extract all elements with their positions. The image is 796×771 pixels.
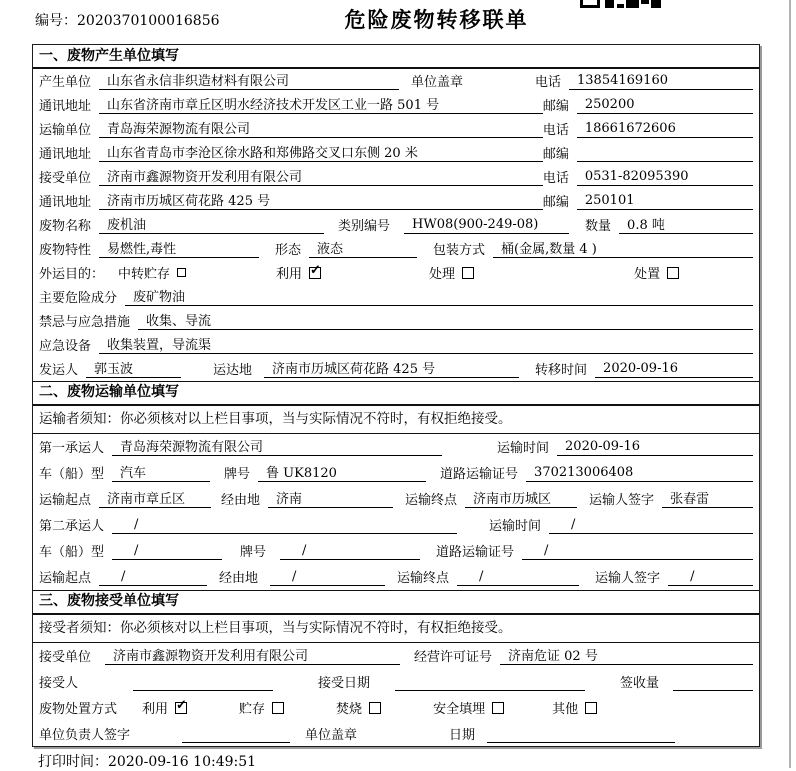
option-label: 中转贮存: [118, 267, 171, 282]
qr-block: [605, 0, 614, 8]
form-row-waste-name: [33, 213, 759, 237]
zip-label: 邮编: [542, 99, 569, 114]
phone-value: 18661672606: [577, 121, 753, 138]
carrier1-label: 第一承运人: [39, 441, 105, 456]
option-label: 处理: [429, 267, 456, 282]
form-row-purpose: [33, 261, 759, 285]
phone-label: 电话: [535, 75, 562, 90]
qr-block: [651, 0, 661, 8]
quantity-label: 数量: [585, 219, 612, 234]
print-time-label: 打印时间：: [38, 754, 108, 770]
option-label: 其他: [552, 702, 579, 717]
destination-label: 运达地: [213, 363, 253, 378]
taboo-label: 禁忌与应急措施: [39, 315, 131, 330]
waste-traits-value: 易燃性,毒性: [99, 238, 259, 258]
transfer-time-value: 2020-09-16: [595, 361, 753, 378]
transporter-sign-value: 张春雷: [662, 488, 753, 508]
form-row-shipper: [33, 357, 759, 381]
form-row-transporter: [33, 117, 759, 141]
origin-value: 济南市章丘区: [99, 488, 211, 508]
purpose-option-dispose: [634, 263, 679, 282]
form-row-vehicle1: [33, 460, 759, 486]
transporter-sign-label: 运输人签字: [589, 493, 655, 508]
form-state-value: 液态: [309, 238, 417, 258]
phone-label: 电话: [542, 171, 569, 186]
category-code-value: HW08(900-249-08): [404, 217, 569, 234]
hazard-value: 废矿物油: [125, 286, 753, 306]
phone-field: [543, 167, 753, 186]
disposal-method-label: 废物处置方式: [39, 702, 118, 717]
plate-label: 牌号: [240, 545, 267, 560]
checkbox-icon: [177, 268, 186, 277]
address-value: 山东省青岛市李沧区徐水路和郑佛路交叉口东侧 20 米: [99, 142, 543, 162]
shipper-label: 发运人: [39, 363, 79, 378]
producer-unit-label: 产生单位: [39, 75, 92, 90]
purpose-option-transfer-storage: [118, 263, 186, 282]
phone-field: [543, 119, 753, 138]
carrier2-label: 第二承运人: [39, 519, 105, 534]
qr-code-icon: [580, 0, 661, 8]
section2-header: 二、废物运输单位填写: [33, 381, 759, 406]
qr-block: [626, 0, 639, 8]
vehicle-type-label: 车（船）型: [39, 467, 105, 482]
license-label: 经营许可证号: [414, 650, 493, 665]
page-edge-line: [789, 0, 791, 768]
page-title: 危险废物转移联单: [344, 7, 529, 32]
zip-field: [543, 95, 753, 114]
zip-field: [543, 143, 753, 162]
transporter-sign-label: 运输人签字: [595, 571, 661, 586]
transport-time-label: 运输时间: [489, 519, 542, 534]
checkbox-icon: [369, 702, 381, 714]
form-row-receiver-address: [33, 189, 759, 213]
vehicle-type-label: 车（船）型: [39, 545, 105, 560]
waste-name-value: 废机油: [99, 214, 324, 234]
receive-unit-label: 接受单位: [39, 650, 92, 665]
form-row-receive-unit: [33, 643, 759, 669]
qr-block: [580, 0, 600, 8]
responsible-sign-value: [182, 726, 290, 743]
transfer-time-label: 转移时间: [535, 363, 588, 378]
quantity-value: 0.8 吨: [619, 214, 753, 234]
checkbox-icon: [585, 702, 597, 714]
plate-value: /: [280, 543, 420, 560]
receive-unit-value: 济南市鑫源物资开发利用有限公司: [105, 645, 400, 665]
form-row-carrier2: [33, 512, 759, 538]
equipment-label: 应急设备: [39, 339, 92, 354]
print-time-value: 2020-09-16 10:49:51: [108, 754, 257, 770]
end-label: 运输终点: [405, 493, 458, 508]
end-value: /: [457, 569, 579, 586]
purpose-option-utilize: [276, 263, 321, 282]
transport-time-value: /: [549, 517, 753, 534]
producer-unit-value: 山东省永信非织造材料有限公司: [99, 70, 399, 90]
transporter-unit-value: 青岛海荣源物流有限公司: [99, 118, 543, 138]
destination-value: 济南市历城区荷花路 425 号: [264, 358, 519, 378]
end-value: 济南市历城区: [465, 488, 577, 508]
carrier2-value: /: [112, 517, 457, 534]
via-label: 经由地: [221, 493, 261, 508]
checkbox-icon: [462, 267, 474, 279]
form-row-transporter-address: [33, 141, 759, 165]
phone-value: 0531-82095390: [577, 169, 753, 186]
form-row-disposal: [33, 695, 759, 721]
option-label: 利用: [142, 702, 169, 717]
receive-quantity-label: 签收量: [620, 676, 660, 691]
option-label: 处置: [634, 267, 661, 282]
transport-time-value: 2020-09-16: [557, 439, 753, 456]
form-row-responsible-sign: [33, 721, 759, 747]
via-label: 经由地: [219, 571, 259, 586]
form-row-producer-address: [33, 93, 759, 117]
address-label: 通讯地址: [39, 195, 92, 210]
zip-label: 邮编: [542, 195, 569, 210]
form-row-receiver: [33, 165, 759, 189]
form-row-receive-person: [33, 669, 759, 695]
qr-block: [641, 0, 649, 4]
receiver-unit-value: 济南市鑫源物资开发利用有限公司: [99, 166, 543, 186]
address-label: 通讯地址: [39, 147, 92, 162]
serial-value: 2020370100016856: [77, 13, 220, 29]
equipment-value: 收集装置，导流渠: [99, 334, 753, 354]
end-label: 运输终点: [397, 571, 450, 586]
transfer-form-table: [32, 44, 760, 747]
qr-block: [617, 4, 624, 8]
date-label: 日期: [449, 728, 476, 743]
option-label: 利用: [276, 267, 303, 282]
document-header: [0, 0, 789, 44]
taboo-value: 收集、导流: [138, 310, 753, 330]
zip-value: 250101: [577, 193, 753, 210]
hazard-label: 主要危险成分: [39, 291, 118, 306]
carrier1-value: 青岛海荣源物流有限公司: [112, 436, 442, 456]
form-row-equipment: [33, 333, 759, 357]
phone-label: 电话: [542, 123, 569, 138]
receive-quantity-value: [673, 674, 753, 691]
form-row-route2: [33, 564, 759, 590]
disposal-option-store: [239, 698, 284, 717]
via-value: 济南: [268, 488, 393, 508]
zip-value: 250200: [577, 97, 753, 114]
option-label: 贮存: [239, 702, 266, 717]
license-value: 济南危证 02 号: [500, 645, 753, 665]
checkbox-icon: [175, 702, 187, 714]
form-row-route1: [33, 486, 759, 512]
checkbox-icon: [492, 702, 504, 714]
unit-seal-label: 单位盖章: [411, 75, 464, 90]
disposal-option-incinerate: [336, 698, 381, 717]
vehicle-type-value: 汽车: [112, 462, 210, 482]
waste-traits-label: 废物特性: [39, 243, 92, 258]
date-value: [487, 726, 675, 743]
zip-field: [543, 191, 753, 210]
option-label: 焚烧: [336, 702, 363, 717]
shipper-value: 郭玉波: [86, 358, 181, 378]
section1-header: 一、废物产生单位填写: [33, 45, 759, 69]
form-row-vehicle2: [33, 538, 759, 564]
form-row-hazard: [33, 285, 759, 309]
receive-person-label: 接受人: [39, 676, 79, 691]
form-row-taboo: [33, 309, 759, 333]
print-time: [38, 751, 256, 771]
option-label: 安全填埋: [433, 702, 486, 717]
transporter-notice: 运输者须知：你必须核对以上栏目事项，当与实际情况不符时，有权拒绝接受。: [33, 406, 759, 434]
phone-value: 13854169160: [569, 73, 753, 90]
transporter-unit-label: 运输单位: [39, 123, 92, 138]
receive-date-label: 接受日期: [318, 676, 371, 691]
unit-seal-label: 单位盖章: [305, 728, 358, 743]
road-cert-value: /: [522, 543, 753, 560]
responsible-sign-label: 单位负责人签字: [39, 728, 131, 743]
transport-time-label: 运输时间: [497, 441, 550, 456]
disposal-option-utilize: [142, 698, 187, 717]
plate-label: 牌号: [224, 467, 251, 482]
zip-value: [577, 145, 753, 162]
packing-label: 包装方式: [433, 243, 486, 258]
address-value: 济南市历城区荷花路 425 号: [99, 190, 543, 210]
origin-label: 运输起点: [39, 493, 92, 508]
plate-value: 鲁 UK8120: [258, 462, 426, 482]
origin-label: 运输起点: [39, 571, 92, 586]
via-value: /: [270, 569, 385, 586]
address-value: 山东省济南市章丘区明水经济技术开发区工业一路 501 号: [99, 94, 543, 114]
waste-name-label: 废物名称: [39, 219, 92, 234]
road-cert-label: 道路运输证号: [436, 545, 515, 560]
serial-label: 编号：: [35, 13, 77, 29]
zip-label: 邮编: [542, 147, 569, 162]
disposal-option-landfill: [433, 698, 504, 717]
purpose-label: 外运目的：: [39, 267, 105, 282]
receive-person-value: [133, 674, 273, 691]
form-state-label: 形态: [275, 243, 302, 258]
category-code-label: 类别编号: [338, 219, 391, 234]
address-label: 通讯地址: [39, 99, 92, 114]
checkbox-icon: [309, 267, 321, 279]
road-cert-value: 370213006408: [526, 465, 753, 482]
packing-value: 桶(金属,数量 4 ): [493, 238, 753, 258]
transporter-sign-value: /: [668, 569, 753, 586]
receive-date-value: [395, 674, 585, 691]
disposal-option-other: [552, 698, 597, 717]
vehicle-type-value: /: [112, 543, 222, 560]
section3-header: 三、废物接受单位填写: [33, 590, 759, 615]
form-row-producer: [33, 69, 759, 93]
purpose-option-treat: [429, 263, 474, 282]
form-row-waste-traits: [33, 237, 759, 261]
checkbox-icon: [667, 267, 679, 279]
road-cert-label: 道路运输证号: [440, 467, 519, 482]
receiver-unit-label: 接受单位: [39, 171, 92, 186]
checkbox-icon: [272, 702, 284, 714]
origin-value: /: [99, 569, 207, 586]
receiver-notice: 接受者须知：你必须核对以上栏目事项，当与实际情况不符时，有权拒绝接受。: [33, 615, 759, 643]
form-row-carrier1: [33, 434, 759, 460]
phone-field: [535, 71, 753, 90]
